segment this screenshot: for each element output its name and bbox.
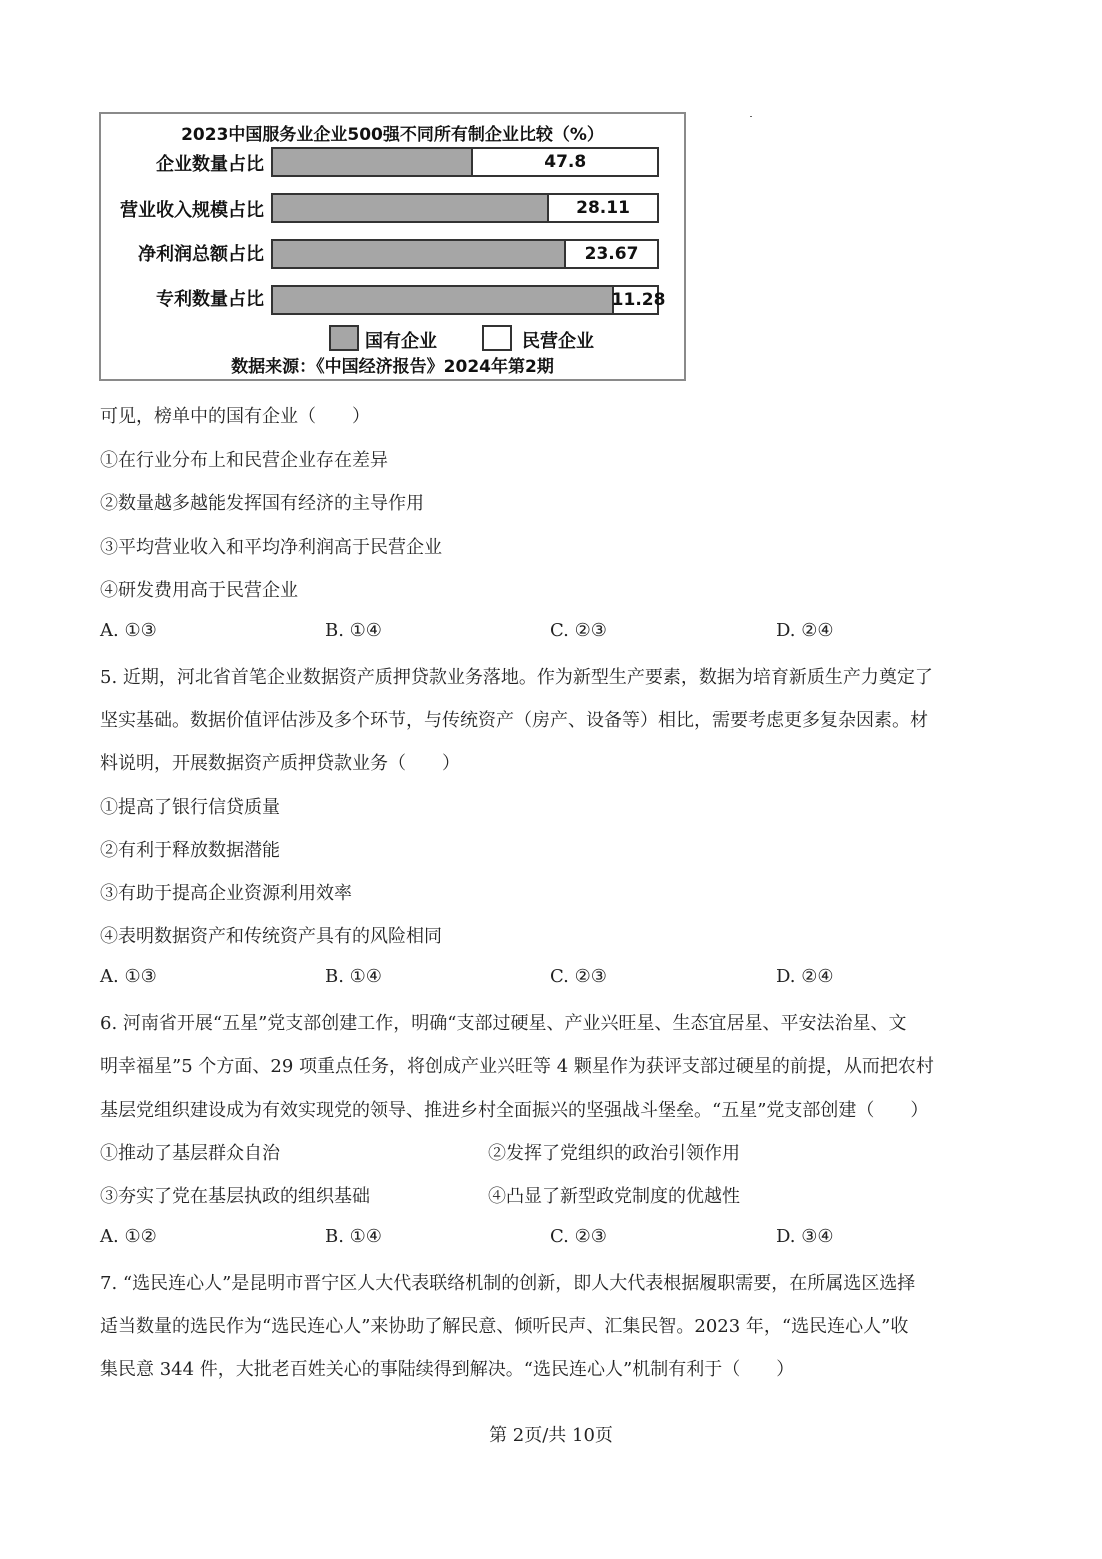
q4-item-4: ④研发费用高于民营企业 (100, 580, 298, 601)
bar-track-1 (271, 193, 659, 223)
q5-option-a[interactable]: A. ①③ (100, 966, 157, 987)
bar-state-2 (273, 241, 566, 267)
q5-option-d[interactable]: D. ②④ (776, 966, 834, 987)
q4-stem: 可见，榜单中的国有企业（ ） (100, 406, 370, 427)
chart-source: 数据来源：《中国经济报告》2024年第2期 (231, 357, 554, 377)
bar-state-1 (273, 195, 549, 221)
bar-value-label: 47.8 (544, 152, 587, 172)
q4-item-1: ①在行业分布上和民营企业存在差异 (100, 450, 388, 471)
chart-legend (101, 325, 684, 353)
q4-option-c[interactable]: C. ②③ (550, 620, 607, 641)
q6-option-d[interactable]: D. ③④ (776, 1226, 834, 1247)
q7-stem-line-1: 7. “选民连心人”是昆明市晋宁区人大代表联络机制的创新，即人大代表根据履职需要，在所属选区选择 (100, 1273, 916, 1294)
bar-state-0 (273, 149, 473, 175)
category-label: 营业收入规模占比 (120, 200, 264, 221)
q6-item-2: ②发挥了党组织的政治引领作用 (488, 1143, 740, 1164)
bar-track-2 (271, 239, 659, 269)
q4-option-a[interactable]: A. ①③ (100, 620, 157, 641)
q5-stem-line-1: 5. 近期，河北省首笔企业数据资产质押贷款业务落地。作为新型生产要素，数据为培育新质生产力奠定了 (100, 667, 933, 688)
q6-option-b[interactable]: B. ①④ (325, 1226, 382, 1247)
q5-item-1: ①提高了银行信贷质量 (100, 797, 280, 818)
legend-swatch-private (482, 325, 512, 351)
legend-label-private: 民营企业 (522, 331, 594, 352)
q5-stem-line-2: 坚实基础。数据价值评估涉及多个环节，与传统资产（房产、设备等）相比，需要考虑更多复杂因素。材 (100, 710, 928, 731)
legend-label-state: 国有企业 (365, 331, 437, 352)
bar-track-3 (271, 285, 666, 315)
page-footer: 第 2页/共 10页 (489, 1425, 613, 1446)
q6-stem-line-3: 基层党组织建设成为有效实现党的领导、推进乡村全面振兴的坚强战斗堡垒。“五星”党支部创建（ ） (100, 1100, 929, 1121)
q7-stem-line-2: 适当数量的选民作为“选民连心人”来协助了解民意、倾听民声、汇集民智。2023 年，“选民连心人”收 (100, 1316, 909, 1337)
q6-stem-line-1: 6. 河南省开展“五星”党支部创建工作，明确“支部过硬星、产业兴旺星、生态宜居星、平安法治星、文 (100, 1013, 907, 1034)
q6-stem-line-2: 明幸福星”5 个方面、29 项重点任务，将创成产业兴旺等 4 颗星作为获评支部过硬星的前提，从而把农村 (100, 1056, 934, 1077)
q4-option-b[interactable]: B. ①④ (325, 620, 382, 641)
ownership-comparison-chart (99, 112, 686, 381)
q4-option-d[interactable]: D. ②④ (776, 620, 834, 641)
bar-value-label: 11.28 (611, 290, 666, 310)
bar-value-label: 28.11 (576, 198, 630, 218)
chart-title: 2023中国服务业企业500强不同所有制企业比较（%） (181, 125, 604, 145)
q6-item-4: ④凸显了新型政党制度的优越性 (488, 1186, 740, 1207)
category-label: 净利润总额占比 (138, 244, 264, 265)
bar-track-0 (271, 147, 659, 177)
q7-stem-line-3: 集民意 344 件，大批老百姓关心的事陆续得到解决。“选民连心人”机制有利于（ ） (100, 1359, 795, 1380)
q4-item-2: ②数量越多越能发挥国有经济的主导作用 (100, 493, 424, 514)
category-label: 专利数量占比 (156, 289, 264, 310)
q6-option-c[interactable]: C. ②③ (550, 1226, 607, 1247)
q5-item-2: ②有利于释放数据潜能 (100, 840, 280, 861)
bar-state-3 (273, 287, 614, 313)
q6-option-a[interactable]: A. ①② (100, 1226, 157, 1247)
bar-value-label: 23.67 (584, 244, 639, 264)
q5-item-3: ③有助于提高企业资源利用效率 (100, 883, 352, 904)
category-label: 企业数量占比 (156, 154, 264, 175)
q5-item-4: ④表明数据资产和传统资产具有的风险相同 (100, 926, 442, 947)
legend-swatch-state (329, 325, 359, 351)
q6-item-3: ③夯实了党在基层执政的组织基础 (100, 1186, 370, 1207)
stray-mark (750, 116, 752, 117)
q4-item-3: ③平均营业收入和平均净利润高于民营企业 (100, 537, 442, 558)
q5-option-b[interactable]: B. ①④ (325, 966, 382, 987)
q5-option-c[interactable]: C. ②③ (550, 966, 607, 987)
q6-item-1: ①推动了基层群众自治 (100, 1143, 280, 1164)
q5-stem-line-3: 料说明，开展数据资产质押贷款业务（ ） (100, 753, 460, 774)
